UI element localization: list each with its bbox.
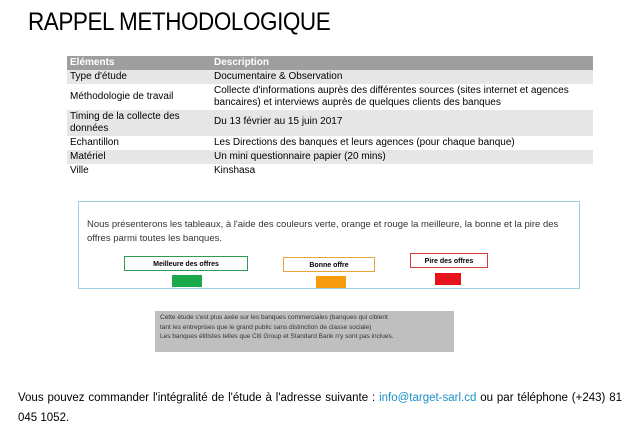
contact-text: Vous pouvez commander l'intégralité de l'étude à l'adresse suivante :: [18, 392, 380, 404]
legend-swatch-red: [435, 273, 461, 285]
table-row: [67, 110, 593, 136]
table-row: [67, 164, 593, 178]
table-header-row: [67, 56, 593, 70]
column-header-description: Description: [211, 56, 593, 70]
row-element: Timing de la collecte des données: [67, 110, 211, 136]
row-element: Matériel: [67, 150, 211, 164]
row-description: Documentaire & Observation: [211, 70, 593, 84]
row-description: Du 13 février au 15 juin 2017: [211, 110, 593, 136]
legend-swatch-orange: [316, 276, 346, 288]
color-legend-box: [78, 201, 580, 289]
row-description: Les Directions des banques et leurs agences (pour chaque banque): [211, 136, 593, 150]
row-element: Type d'étude: [67, 70, 211, 84]
table-row: [67, 70, 593, 84]
page-title: RAPPEL METHODOLOGIQUE: [28, 8, 331, 36]
legend-description: Nous présenterons les tableaux, à l'aide des couleurs verte, orange et rouge la meilleure, la bonne et la pire des offres parmi toutes les banques.: [87, 219, 559, 244]
contact-paragraph: [18, 388, 622, 428]
row-element: Ville: [67, 164, 211, 178]
legend-label-best: Meilleure des offres: [124, 256, 248, 271]
row-description: Kinshasa: [211, 164, 593, 178]
column-header-elements: Eléments: [67, 56, 211, 70]
row-element: Méthodologie de travail: [67, 84, 211, 110]
methodology-table: [67, 56, 593, 178]
legend-label-good: Bonne offre: [283, 257, 375, 272]
legend-label-worst: Pire des offres: [410, 253, 488, 268]
note-line: tant les entreprises que le grand public sans distinction de classe sociale): [160, 323, 372, 331]
table-row: [67, 136, 593, 150]
legend-swatch-green: [172, 275, 202, 287]
note-line: Les banques élitistes telles que Citi Group et Standard Bank n'y sont pas inclues.: [160, 333, 394, 340]
table-row: [67, 150, 593, 164]
contact-phone-text: ou par téléphone (+243) 81 045 1052.: [18, 392, 623, 424]
contact-email-link[interactable]: info@target-sarl.cd: [379, 392, 477, 404]
table-row: [67, 84, 593, 110]
row-element: Echantillon: [67, 136, 211, 150]
study-scope-note: [155, 311, 454, 352]
note-line: Cette étude s'est plus axée sur les banques commerciales (banques qui ciblent: [160, 314, 388, 321]
row-description: Collecte d'informations auprès des différentes sources (sites internet et agences bancaires) et interviews auprès de quelques clients des banques: [211, 84, 593, 110]
row-description: Un mini questionnaire papier (20 mins): [211, 150, 593, 164]
